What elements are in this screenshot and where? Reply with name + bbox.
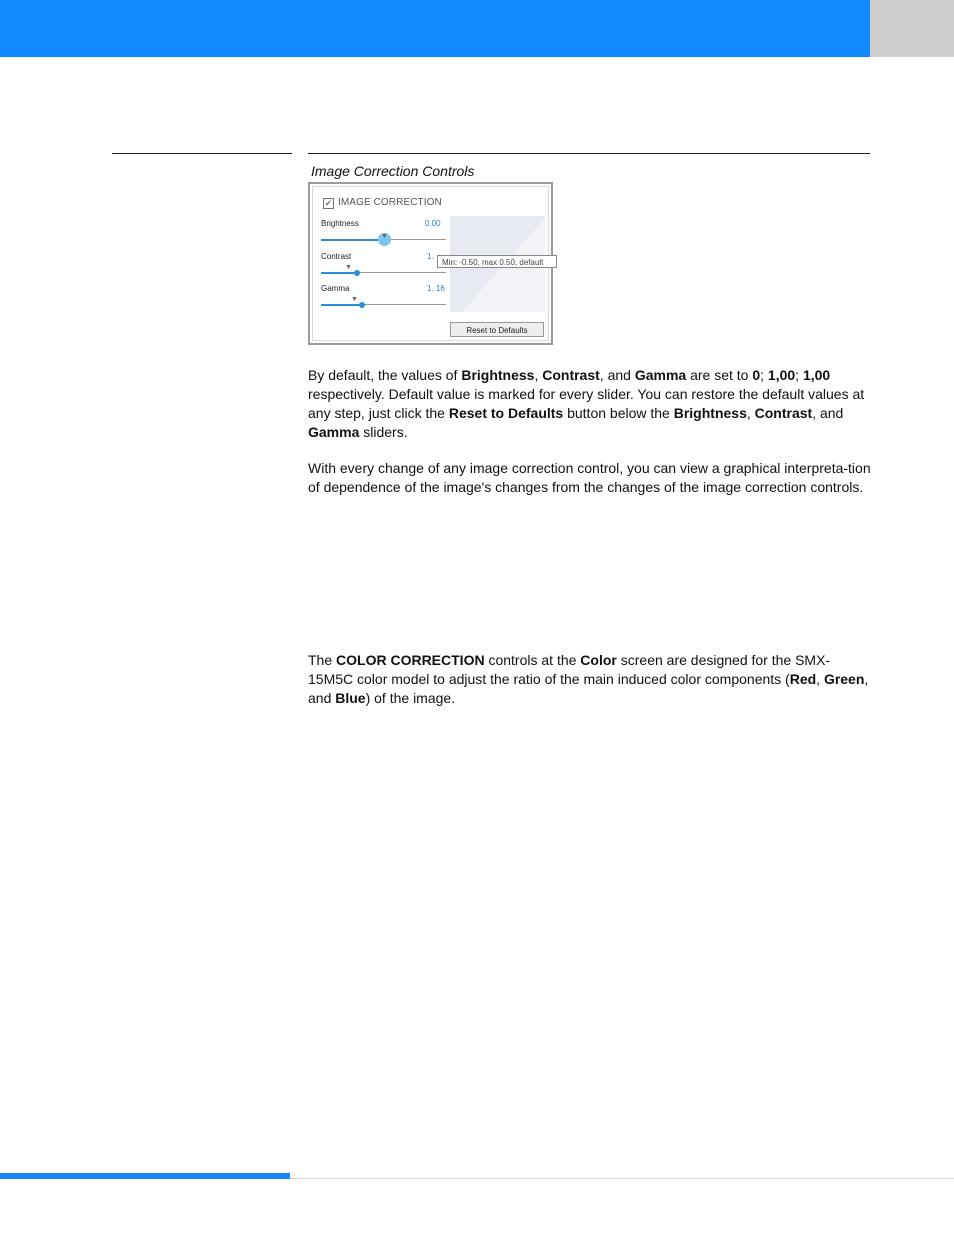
contrast-label: Contrast (321, 252, 352, 261)
checkbox-icon: ✓ (324, 198, 333, 208)
gamma-value: 1. 16 (427, 284, 445, 293)
gamma-slider (321, 296, 446, 305)
brightness-slider-fill (321, 239, 384, 241)
slider-tooltip: Min: -0.50, max 0.50, default (437, 255, 557, 268)
gamma-slider-fill (321, 304, 362, 306)
contrast-default-marker-icon: ▼ (345, 264, 352, 271)
gamma-label: Gamma (321, 284, 350, 293)
image-correction-screenshot (308, 182, 553, 345)
brightness-slider (321, 233, 446, 240)
figure-caption: Image Correction Controls (311, 163, 475, 179)
brightness-value: 0.00 (425, 219, 441, 228)
header-tab (870, 0, 954, 57)
brightness-label: Brightness (321, 219, 359, 228)
paragraph-color-correction: The COLOR CORRECTION controls at the Color screen are designed for the SMX-15M5C color model to adjust the ratio of the main induced color components (Red, Green, and Blue) of the image. (308, 652, 869, 706)
gamma-default-marker-icon: ▼ (351, 296, 358, 303)
header-bar (0, 0, 870, 57)
paragraph-graph: With every change of any image correction control, you can view a graphical interpreta-tion of dependence of the image's changes from the changes of the image correction controls. (308, 460, 871, 495)
footer-bar (0, 1173, 290, 1179)
reset-to-defaults-button[interactable]: Reset to Defaults (450, 322, 544, 337)
contrast-value: 1. (427, 252, 434, 261)
brightness-default-marker-icon: ▼ (381, 233, 388, 240)
panel-frame (312, 186, 549, 341)
contrast-slider-handle (354, 270, 360, 276)
contrast-slider (321, 264, 446, 273)
panel-title: IMAGE CORRECTION (338, 197, 442, 208)
contrast-slider-fill (321, 272, 357, 274)
sidebar-divider (112, 153, 292, 154)
section-divider (308, 153, 870, 154)
paragraph-defaults: By default, the values of Brightness, Contrast, and Gamma are set to 0; 1,00; 1,00 respectively. Default value is marked for every slider. You can restore the default values at any step, just click the Reset to Defaults button below the Brightness, Contrast, and Gamma sliders. (308, 367, 865, 440)
gamma-slider-handle (359, 302, 365, 308)
